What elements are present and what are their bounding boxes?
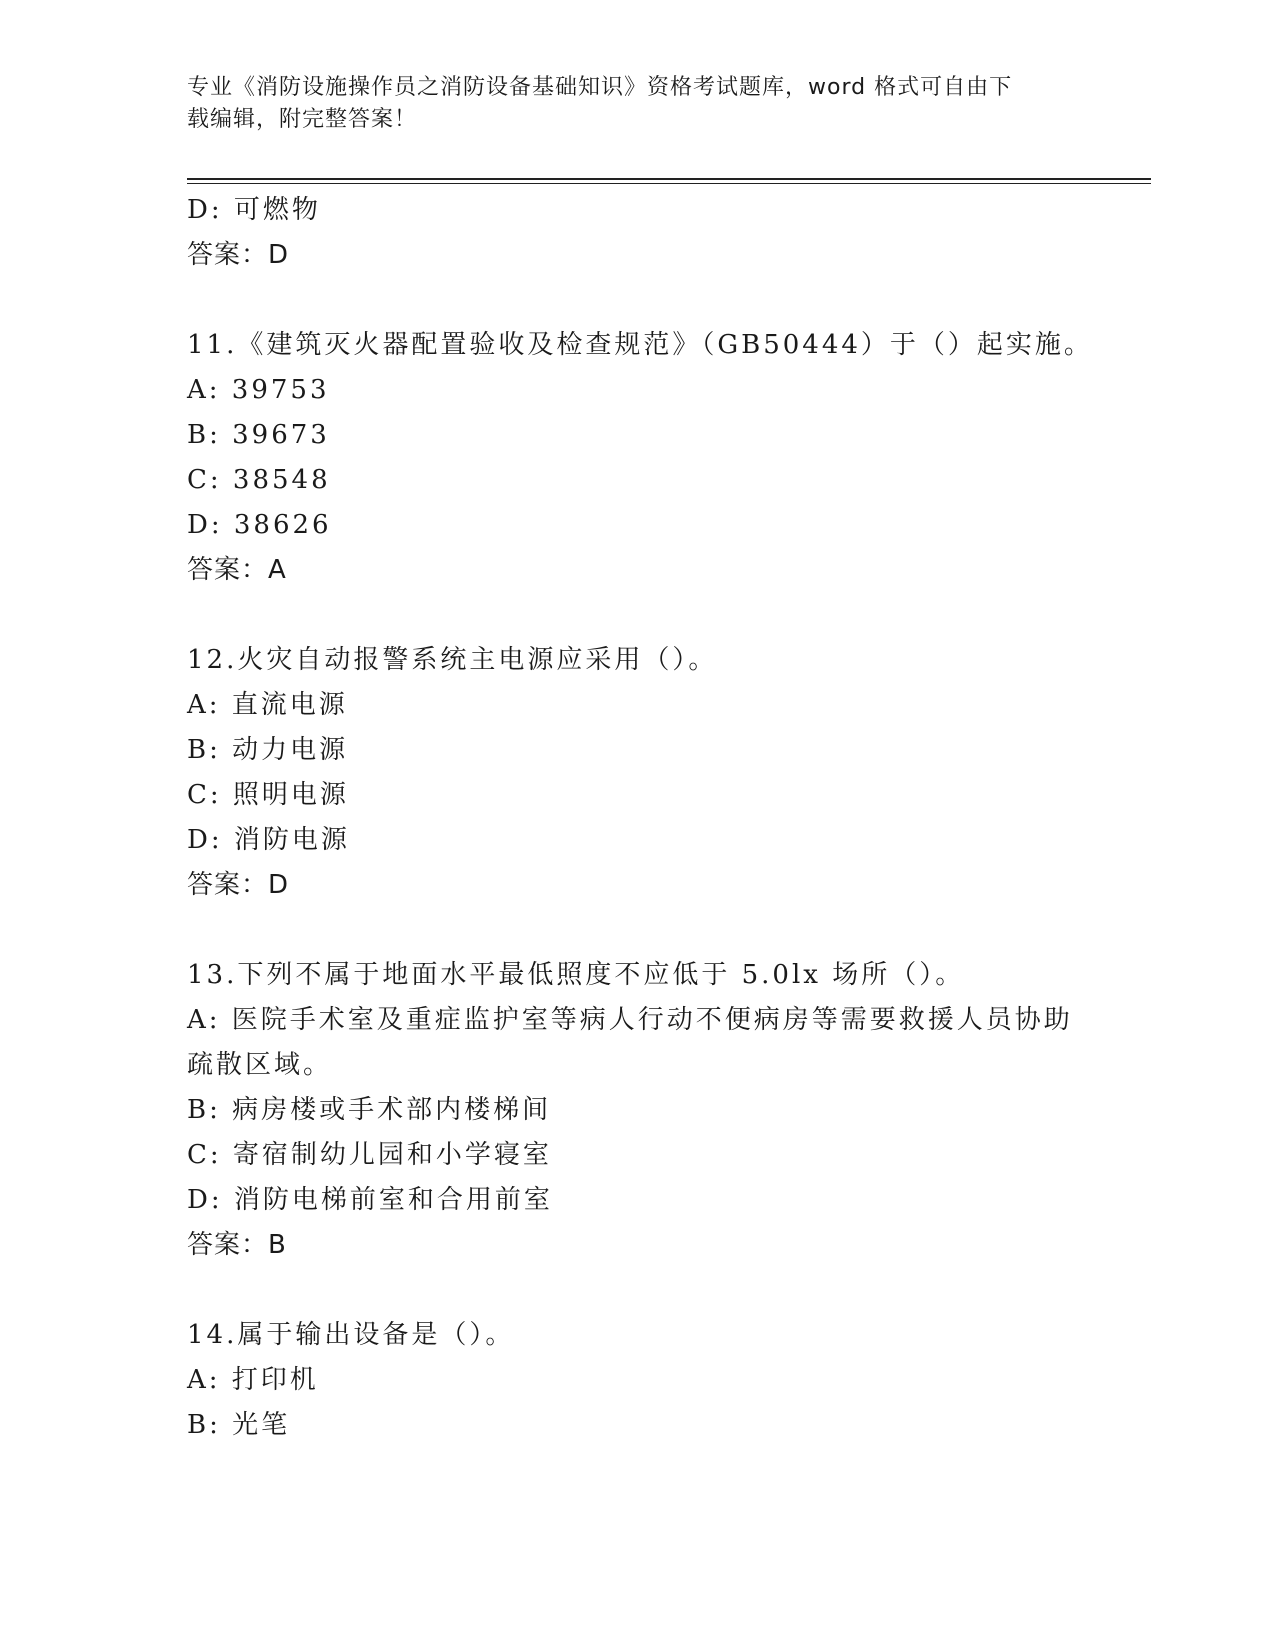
- option-a: A: 医院手术室及重症监护室等病人行动不便病房等需要救援人员协助: [187, 1005, 1073, 1035]
- option-b: B: 光笔: [187, 1410, 291, 1440]
- spacer: [187, 1268, 1087, 1313]
- spacer: [187, 278, 1087, 323]
- option-b: B: 病房楼或手术部内楼梯间: [187, 1095, 552, 1125]
- q10-answer: 答案：D: [187, 240, 290, 270]
- question-stem: 12.火灾自动报警系统主电源应采用（）。: [187, 645, 718, 675]
- option-d: D: 消防电梯前室和合用前室: [187, 1185, 553, 1215]
- header-line-1: 专业《消防设施操作员之消防设备基础知识》资格考试题库，word 格式可自由下: [187, 75, 1013, 100]
- header-rule-thin: [187, 183, 1151, 184]
- answer: 答案：D: [187, 870, 290, 900]
- question-11: [187, 323, 1093, 593]
- answer: 答案：A: [187, 555, 287, 585]
- spacer: [187, 908, 1087, 953]
- option-c: C: 照明电源: [187, 780, 349, 810]
- header-rule-thick: [187, 178, 1151, 180]
- question-14: [187, 1313, 1087, 1448]
- option-d: D: 消防电源: [187, 825, 350, 855]
- option-c: C: 寄宿制幼儿园和小学寝室: [187, 1140, 552, 1170]
- q10-option-d: D: 可燃物: [187, 195, 321, 225]
- option-d: D: 38626: [187, 510, 332, 540]
- document-body: [187, 188, 1093, 1448]
- option-b: B: 39673: [187, 420, 330, 450]
- header-line-2: 载编辑，附完整答案！: [187, 107, 418, 132]
- question-stem: 13.下列不属于地面水平最低照度不应低于 5.0lx 场所（）。: [187, 960, 965, 990]
- option-a: A: 直流电源: [187, 690, 348, 720]
- option-a-continuation: 疏散区域。: [187, 1050, 333, 1080]
- answer: 答案：B: [187, 1230, 287, 1260]
- question-stem: 14.属于输出设备是（）。: [187, 1320, 515, 1350]
- option-b: B: 动力电源: [187, 735, 349, 765]
- question-12: [187, 638, 1087, 908]
- question-13: [187, 953, 1087, 1268]
- option-a: A: 39753: [187, 375, 330, 405]
- option-a: A: 打印机: [187, 1365, 319, 1395]
- document-header: [187, 72, 1067, 136]
- option-c: C: 38548: [187, 465, 331, 495]
- spacer: [187, 593, 1087, 638]
- question-stem: 11.《建筑灭火器配置验收及检查规范》（GB50444）于（）起实施。: [187, 330, 1093, 360]
